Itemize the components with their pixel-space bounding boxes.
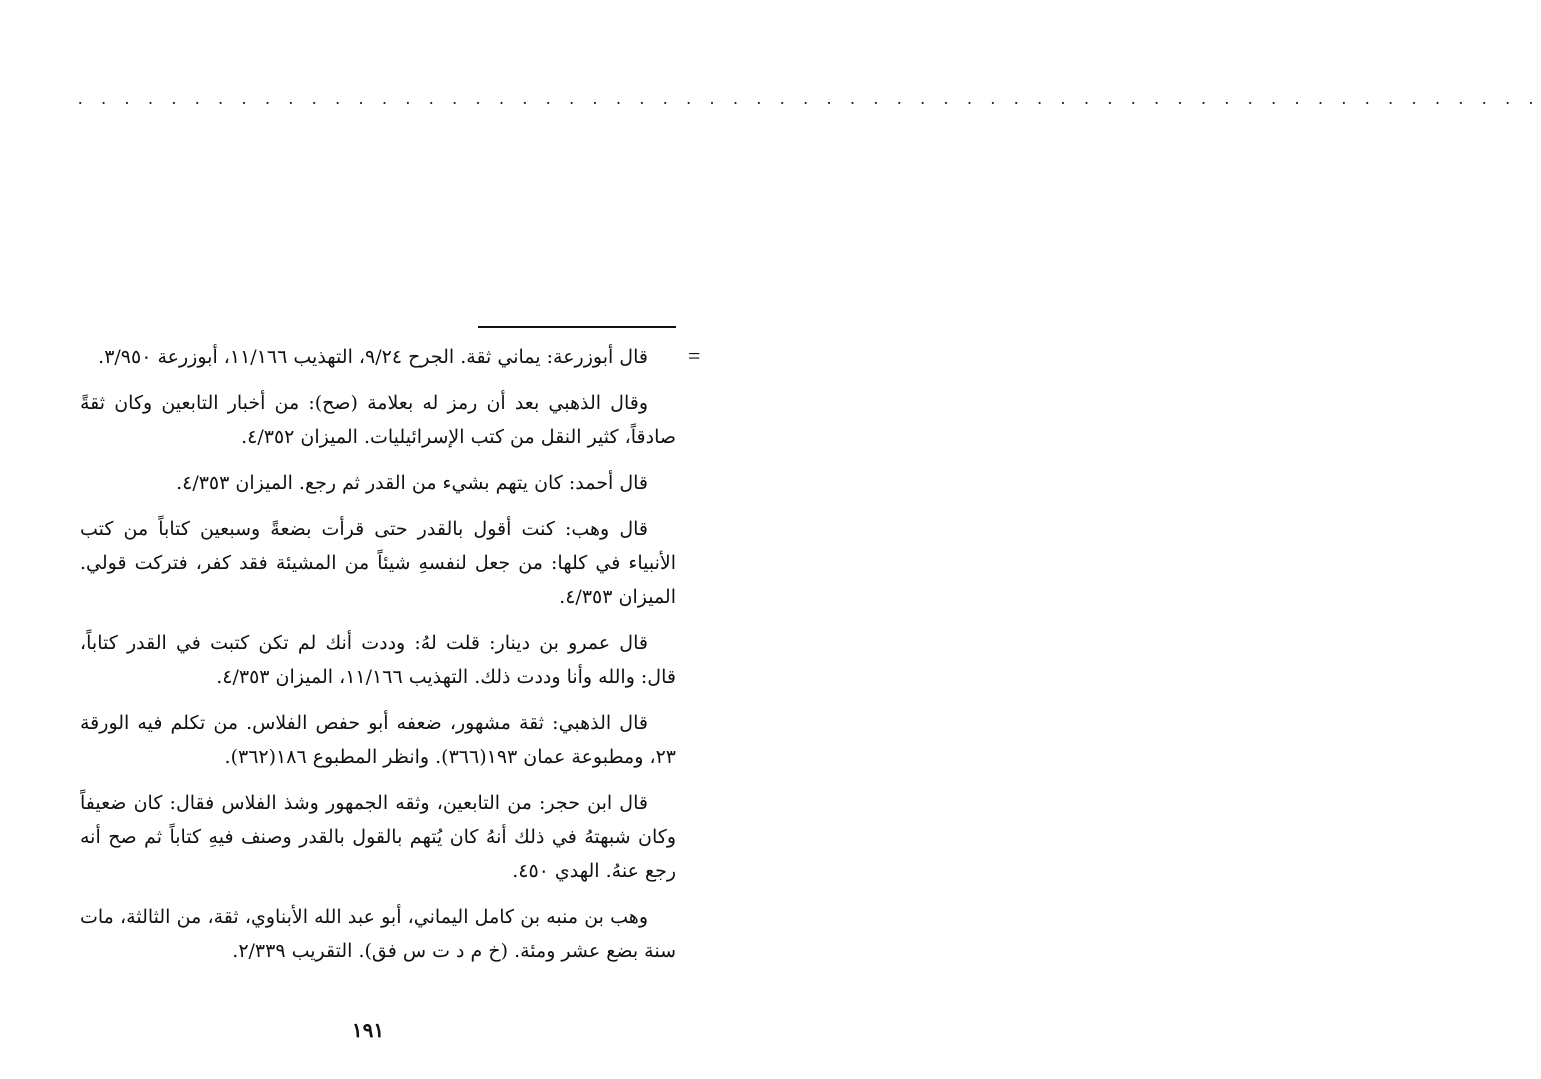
footnote-paragraph: قال أحمد: كان يتهم بشيء من القدر ثم رجع. الميزان ٤/٣٥٣. (176, 472, 648, 494)
footnote-paragraph: قال وهب: كنت أقول بالقدر حتى قرأت بضعةً وسبعين كتاباً من كتب الأنبياء في كلها: من جعل لنفسهِ شيئاً من المشيئة فقد كفر، فتركت قولي. الميزان ٤/٣٥٣. (80, 518, 676, 608)
page-number: ١٩١ (351, 1018, 385, 1042)
separator-dots: . . . . . . . . . . . . . . . . . . . . . . . . . . . . . . . . . . . . . . . . . . . . . . . . . . . . . . . . . . . . . . . (78, 88, 1541, 108)
footnote-paragraph: قال الذهبي: ثقة مشهور، ضعفه أبو حفص الفلاس. من تكلم فيه الورقة ٢٣، ومطبوعة عمان ١٩٣(٣٦٦). وانظر المطبوع ١٨٦(٣٦٢). (80, 712, 676, 768)
footnote-rule (478, 326, 676, 328)
continuation-mark: = (688, 343, 701, 368)
footnote-paragraph: وقال الذهبي بعد أن رمز له بعلامة (صح): من أخبار التابعين وكان ثقةً صادقاً، كثير النقل من كتب الإسرائيليات. الميزان ٤/٣٥٢. (80, 392, 676, 448)
footnote-paragraph: قال أبوزرعة: يماني ثقة. الجرح ٩/٢٤، التهذيب ١١/١٦٦، أبوزرعة ٣/٩٥٠. (98, 346, 648, 368)
footnote-paragraph: وهب بن منبه بن كامل اليماني، أبو عبد الله الأبناوي، ثقة، من الثالثة، مات سنة بضع عشر ومئة. (خ م د ت س فق). التقريب ٢/٣٣٩. (80, 906, 676, 962)
footnote-paragraph: قال عمرو بن دينار: قلت لهُ: وددت أنك لم تكن كتبت في القدر كتاباً، قال: والله وأنا وددت ذلك. التهذيب ١١/١٦٦، الميزان ٤/٣٥٣. (80, 632, 676, 688)
footnotes-block (80, 340, 676, 980)
footnote-paragraph: قال ابن حجر: من التابعين، وثقه الجمهور وشذ الفلاس فقال: كان ضعيفاً وكان شبهتهُ في ذلك أنهُ كان يُتهم بالقول بالقدر وصنف فيهِ كتاباً ثم صح أنه رجع عنهُ. الهدي ٤٥٠. (80, 792, 676, 882)
